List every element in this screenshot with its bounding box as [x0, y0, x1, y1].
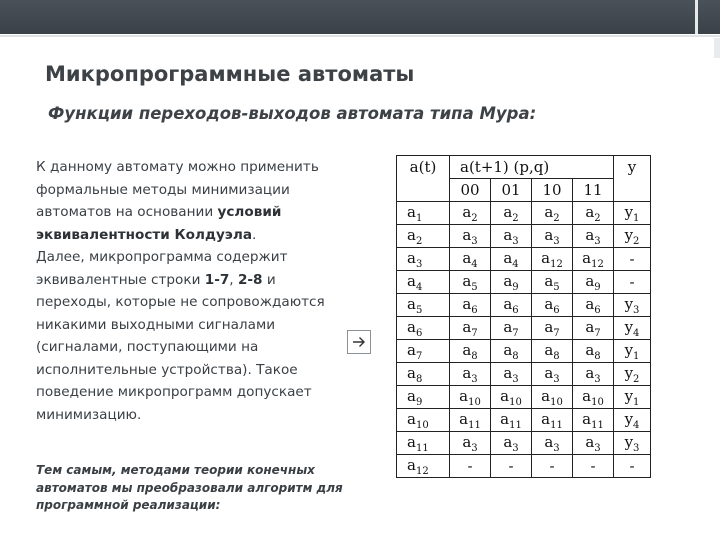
- table-row: [397, 248, 651, 271]
- input-combo-header: 00: [450, 179, 491, 202]
- next-state-cell: [532, 363, 573, 386]
- next-state-cell: [450, 294, 491, 317]
- symbol-index: 12: [591, 258, 604, 270]
- next-state-cell: [450, 363, 491, 386]
- symbol-index: 11: [468, 419, 481, 431]
- symbol-index: 3: [512, 235, 519, 247]
- symbol-base: a: [462, 294, 472, 313]
- body-bold-rows-1-7: 1-7: [204, 271, 230, 288]
- table-row: [397, 455, 651, 478]
- symbol-base: a: [582, 409, 592, 428]
- next-state-cell: [573, 317, 614, 340]
- symbol-base: -: [629, 273, 635, 291]
- symbol-index: 12: [550, 258, 563, 270]
- symbol-base: y: [624, 225, 634, 244]
- symbol-index: 3: [594, 442, 601, 454]
- next-state-cell: [532, 294, 573, 317]
- symbol-index: 8: [471, 350, 478, 362]
- next-state-cell: [491, 271, 532, 294]
- state-cell: [397, 363, 450, 386]
- symbol-base: a: [459, 409, 469, 428]
- symbol-base: a: [582, 248, 592, 267]
- table-row: [397, 363, 651, 386]
- symbol-index: 9: [594, 281, 601, 293]
- symbol-index: 9: [512, 281, 519, 293]
- symbol-index: 3: [512, 373, 519, 385]
- symbol-index: 10: [468, 396, 481, 408]
- symbol-index: 6: [471, 304, 478, 316]
- output-cell: [614, 202, 651, 225]
- next-state-cell: [491, 317, 532, 340]
- symbol-base: a: [503, 363, 513, 382]
- header-accent-stripe: [695, 0, 698, 34]
- output-cell: [614, 340, 651, 363]
- symbol-index: 8: [512, 350, 519, 362]
- symbol-base: a: [503, 271, 513, 290]
- symbol-index: 5: [553, 281, 560, 293]
- symbol-base: a: [407, 409, 416, 428]
- next-state-cell: [450, 317, 491, 340]
- symbol-base: a: [541, 409, 551, 428]
- symbol-base: a: [503, 202, 513, 221]
- body-text-2: Далее, микропрограмма содержит эквивалентные строки: [36, 249, 288, 288]
- symbol-base: a: [407, 225, 416, 244]
- symbol-base: a: [585, 363, 595, 382]
- symbol-index: 3: [471, 235, 478, 247]
- next-state-cell: [532, 248, 573, 271]
- state-cell: [397, 386, 450, 409]
- symbol-index: 2: [512, 212, 519, 224]
- transition-output-table: [396, 155, 651, 478]
- symbol-base: a: [585, 271, 595, 290]
- next-state-cell: [532, 202, 573, 225]
- symbol-base: a: [462, 317, 472, 336]
- symbol-index: 7: [471, 327, 478, 339]
- symbol-base: y: [624, 294, 634, 313]
- symbol-base: a: [462, 202, 472, 221]
- symbol-index: 1: [633, 396, 640, 408]
- symbol-index: 3: [553, 235, 560, 247]
- symbol-index: 8: [553, 350, 560, 362]
- symbol-base: a: [544, 225, 554, 244]
- symbol-index: 5: [415, 304, 423, 316]
- output-cell: [614, 432, 651, 455]
- header-next-state: a(t+1) (p,q): [450, 156, 614, 179]
- symbol-base: a: [407, 386, 416, 405]
- next-state-cell: [491, 294, 532, 317]
- closing-paragraph: Тем самым, методами теории конечных автоматов мы преобразовали алгоритм для программной реализации:: [36, 463, 343, 513]
- symbol-base: a: [544, 340, 554, 359]
- next-state-cell: [573, 386, 614, 409]
- next-state-cell: [491, 409, 532, 432]
- symbol-base: y: [624, 340, 634, 359]
- symbol-base: y: [624, 202, 634, 221]
- next-state-cell: [532, 340, 573, 363]
- output-cell: [614, 409, 651, 432]
- next-state-cell: [532, 386, 573, 409]
- header-current-state: a(t): [397, 156, 450, 202]
- symbol-index: 4: [633, 419, 640, 431]
- next-state-cell: [573, 271, 614, 294]
- symbol-base: -: [508, 457, 514, 475]
- slide-top-band: [0, 0, 720, 40]
- symbol-index: 4: [512, 258, 519, 270]
- symbol-base: y: [624, 386, 634, 405]
- table-row: [397, 202, 651, 225]
- output-cell: [614, 294, 651, 317]
- next-state-cell: [532, 432, 573, 455]
- symbol-base: a: [462, 363, 472, 382]
- symbol-base: a: [407, 340, 416, 359]
- next-state-cell: [532, 225, 573, 248]
- next-state-cell: [573, 432, 614, 455]
- symbol-base: a: [500, 386, 510, 405]
- symbol-base: a: [544, 294, 554, 313]
- symbol-index: 2: [633, 235, 640, 247]
- symbol-index: 3: [415, 258, 423, 270]
- state-cell: [397, 340, 450, 363]
- symbol-index: 11: [591, 419, 604, 431]
- next-state-cell: [532, 455, 573, 478]
- symbol-base: a: [462, 340, 472, 359]
- symbol-base: a: [541, 248, 551, 267]
- next-state-cell: [573, 202, 614, 225]
- table-row: [397, 386, 651, 409]
- next-state-cell: [573, 363, 614, 386]
- input-combo-header: 01: [491, 179, 532, 202]
- arrow-right-icon: [352, 336, 366, 348]
- symbol-base: -: [590, 457, 596, 475]
- table-row: [397, 225, 651, 248]
- slide-subtitle: Функции переходов-выходов автомата типа Мура:: [48, 104, 537, 123]
- symbol-index: 3: [633, 304, 640, 316]
- body-paragraph: [36, 156, 348, 426]
- table-row: [397, 294, 651, 317]
- symbol-index: 3: [553, 373, 560, 385]
- next-state-cell: [450, 409, 491, 432]
- symbol-base: a: [544, 271, 554, 290]
- symbol-base: a: [462, 225, 472, 244]
- next-state-cell: [491, 455, 532, 478]
- symbol-index: 5: [471, 281, 478, 293]
- symbol-index: 6: [553, 304, 560, 316]
- symbol-base: a: [503, 294, 513, 313]
- symbol-index: 3: [512, 442, 519, 454]
- symbol-base: a: [407, 432, 416, 451]
- symbol-base: a: [459, 386, 469, 405]
- next-state-cell: [491, 432, 532, 455]
- symbol-index: 1: [633, 350, 640, 362]
- symbol-index: 2: [415, 235, 423, 247]
- symbol-base: a: [541, 386, 551, 405]
- symbol-index: 7: [512, 327, 519, 339]
- next-state-cell: [573, 455, 614, 478]
- symbol-index: 2: [633, 373, 640, 385]
- next-state-cell: [573, 409, 614, 432]
- body-text-1: К данному автомату можно применить формальные методы минимизации автоматов на основании: [36, 159, 319, 220]
- symbol-index: 3: [471, 442, 478, 454]
- symbol-base: a: [407, 317, 416, 336]
- state-cell: [397, 248, 450, 271]
- output-cell: [614, 455, 651, 478]
- symbol-base: a: [585, 340, 595, 359]
- symbol-base: a: [462, 432, 472, 451]
- symbol-base: a: [582, 386, 592, 405]
- next-state-cell: [450, 386, 491, 409]
- next-state-cell: [450, 340, 491, 363]
- output-cell: [614, 248, 651, 271]
- symbol-base: a: [544, 432, 554, 451]
- symbol-index: 7: [594, 327, 601, 339]
- symbol-base: a: [500, 409, 510, 428]
- symbol-base: a: [544, 363, 554, 382]
- symbol-base: a: [585, 317, 595, 336]
- table-row: [397, 317, 651, 340]
- symbol-base: a: [407, 271, 416, 290]
- symbol-base: a: [503, 248, 513, 267]
- state-cell: [397, 317, 450, 340]
- body-text-2-end: и переходы, которые не сопровождаются никакими выходными сигналами (сигналами, поступающими на исполнительные устройства). Такое поведение микропрограмм допускает минимизацию.: [36, 271, 325, 423]
- output-cell: [614, 317, 651, 340]
- next-state-cell: [450, 248, 491, 271]
- symbol-base: a: [407, 363, 416, 382]
- output-cell: [614, 363, 651, 386]
- body-bold-rows-2-8: 2-8: [237, 271, 263, 288]
- symbol-index: 8: [415, 373, 423, 385]
- body-sep: ,: [229, 271, 238, 288]
- symbol-index: 3: [553, 442, 560, 454]
- arrow-right-button[interactable]: [347, 330, 371, 354]
- state-cell: [397, 409, 450, 432]
- next-state-cell: [450, 202, 491, 225]
- symbol-base: a: [503, 225, 513, 244]
- slide-title: Микропрограммные автоматы: [45, 62, 415, 86]
- state-cell: [397, 455, 450, 478]
- next-state-cell: [491, 248, 532, 271]
- state-cell: [397, 432, 450, 455]
- symbol-index: 3: [594, 373, 601, 385]
- symbol-index: 4: [415, 281, 423, 293]
- next-state-cell: [450, 455, 491, 478]
- table-row: [397, 340, 651, 363]
- next-state-cell: [573, 248, 614, 271]
- symbol-base: y: [624, 317, 634, 336]
- output-cell: [614, 271, 651, 294]
- next-state-cell: [450, 225, 491, 248]
- table-row: [397, 432, 651, 455]
- symbol-base: a: [503, 432, 513, 451]
- symbol-base: y: [624, 432, 634, 451]
- state-cell: [397, 271, 450, 294]
- header-rule: [0, 35, 720, 37]
- symbol-index: 6: [594, 304, 601, 316]
- next-state-cell: [532, 409, 573, 432]
- symbol-index: 11: [550, 419, 563, 431]
- symbol-index: 9: [415, 396, 423, 408]
- body-text-1-end: .: [252, 226, 257, 243]
- symbol-base: y: [624, 409, 634, 428]
- symbol-base: y: [624, 363, 634, 382]
- symbol-base: a: [407, 294, 416, 313]
- symbol-base: a: [585, 294, 595, 313]
- symbol-index: 1: [415, 212, 423, 224]
- next-state-cell: [532, 271, 573, 294]
- symbol-index: 2: [553, 212, 560, 224]
- next-state-cell: [491, 386, 532, 409]
- symbol-index: 11: [509, 419, 522, 431]
- symbol-index: 4: [633, 327, 640, 339]
- table-header-row: [397, 156, 651, 179]
- symbol-base: a: [503, 317, 513, 336]
- next-state-cell: [450, 432, 491, 455]
- output-cell: [614, 386, 651, 409]
- symbol-base: -: [467, 457, 473, 475]
- symbol-base: -: [629, 250, 635, 268]
- symbol-index: 8: [594, 350, 601, 362]
- header-output: y: [614, 156, 651, 202]
- symbol-base: a: [544, 317, 554, 336]
- symbol-index: 10: [509, 396, 522, 408]
- symbol-index: 3: [471, 373, 478, 385]
- symbol-index: 10: [550, 396, 563, 408]
- symbol-base: -: [549, 457, 555, 475]
- symbol-base: a: [544, 202, 554, 221]
- table-row: [397, 271, 651, 294]
- symbol-base: a: [585, 202, 595, 221]
- state-cell: [397, 225, 450, 248]
- symbol-index: 2: [594, 212, 601, 224]
- next-state-cell: [491, 225, 532, 248]
- next-state-cell: [491, 363, 532, 386]
- symbol-base: -: [629, 457, 635, 475]
- symbol-index: 12: [415, 465, 429, 477]
- symbol-base: a: [407, 202, 416, 221]
- symbol-base: a: [585, 225, 595, 244]
- body-bold-kaldwell: условий эквивалентности Колдуэла: [36, 204, 282, 243]
- next-state-cell: [491, 340, 532, 363]
- symbol-base: a: [462, 248, 472, 267]
- symbol-base: a: [462, 271, 472, 290]
- symbol-index: 11: [415, 442, 429, 454]
- table-row: [397, 409, 651, 432]
- slide-header-bar: [0, 0, 720, 34]
- symbol-index: 4: [471, 258, 478, 270]
- next-state-cell: [532, 317, 573, 340]
- symbol-index: 3: [594, 235, 601, 247]
- symbol-index: 1: [633, 212, 640, 224]
- next-state-cell: [573, 340, 614, 363]
- symbol-index: 10: [591, 396, 604, 408]
- next-state-cell: [491, 202, 532, 225]
- symbol-base: a: [585, 432, 595, 451]
- next-state-cell: [450, 271, 491, 294]
- symbol-base: a: [503, 340, 513, 359]
- state-cell: [397, 294, 450, 317]
- symbol-index: 6: [512, 304, 519, 316]
- input-combo-header: 11: [573, 179, 614, 202]
- symbol-base: a: [407, 455, 416, 474]
- symbol-index: 3: [633, 442, 640, 454]
- next-state-cell: [573, 294, 614, 317]
- input-combo-header: 10: [532, 179, 573, 202]
- symbol-index: 7: [415, 350, 423, 362]
- symbol-base: a: [407, 248, 416, 267]
- symbol-index: 7: [553, 327, 560, 339]
- symbol-index: 10: [415, 419, 429, 431]
- state-cell: [397, 202, 450, 225]
- symbol-index: 2: [471, 212, 478, 224]
- symbol-index: 6: [415, 327, 423, 339]
- corner-accent: [714, 38, 720, 58]
- output-cell: [614, 225, 651, 248]
- next-state-cell: [573, 225, 614, 248]
